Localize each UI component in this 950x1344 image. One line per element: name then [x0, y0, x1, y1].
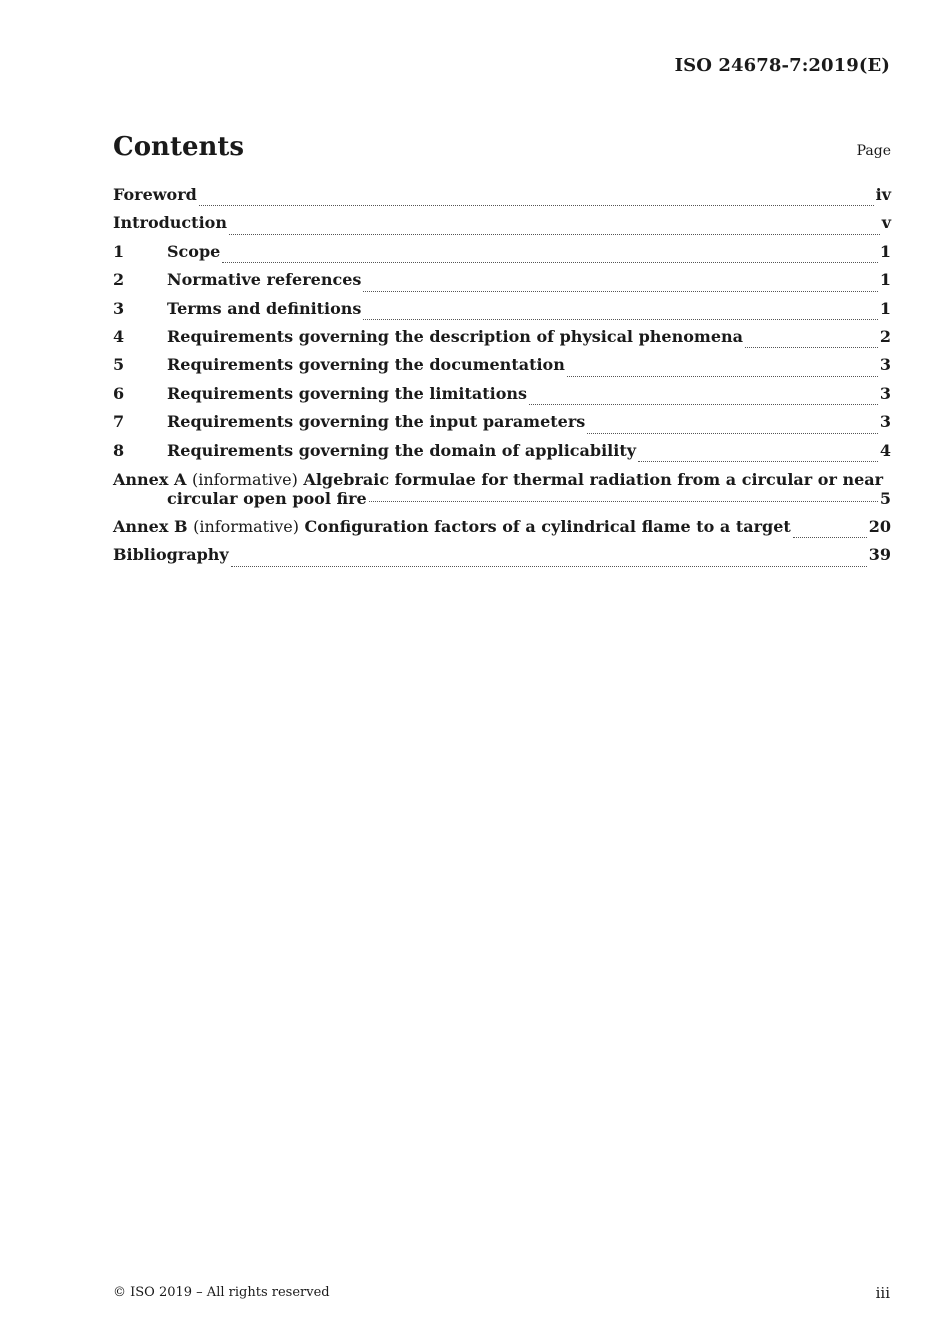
toc-entry-title: Requirements governing the limitations [167, 383, 528, 403]
page-column-label: Page [856, 143, 891, 159]
toc-entry-page: 4 [879, 440, 891, 460]
toc-entry-page: 3 [879, 383, 891, 403]
toc-entry-clause-7[interactable] [113, 412, 891, 440]
toc-entry-annex-a[interactable] [113, 470, 891, 508]
annex-qualifier: (informative) [193, 516, 299, 536]
toc-entry-title: Requirements governing the input parameters [167, 412, 586, 432]
toc-entry-page: v [881, 213, 891, 233]
toc-entry-title: Requirements governing the documentation [167, 355, 565, 375]
toc-entry-title: Foreword [113, 185, 197, 204]
document-id: ISO 24678-7:2019(E) [674, 55, 890, 76]
toc-entry-page: 5 [879, 488, 891, 508]
toc-entry-clause-1[interactable] [113, 242, 891, 270]
toc-entry-title: Requirements governing the domain of applicability [167, 440, 637, 460]
toc-entry-page: 39 [868, 545, 891, 565]
annex-label: Annex B [113, 516, 188, 536]
toc-entry-clause-4[interactable] [113, 327, 891, 355]
toc-entry-title: Requirements governing the description of physical phenomena [167, 326, 743, 346]
toc-entry-title: Algebraic formulae for thermal radiation from a circular or near [303, 469, 884, 489]
toc-entry-page: 3 [879, 412, 891, 432]
toc-entry-annex-b[interactable] [113, 517, 891, 545]
dot-leader [638, 457, 878, 462]
dot-leader [567, 372, 878, 377]
toc-entry-number: 1 [113, 241, 125, 261]
toc-entry-page: 1 [879, 298, 891, 318]
toc-entry-title: Configuration factors of a cylindrical flame to a target [304, 516, 791, 536]
dot-leader [222, 258, 878, 263]
toc-entry-number: 5 [113, 355, 125, 375]
toc-entry-page: 2 [879, 326, 891, 346]
contents-title: Contents [113, 132, 245, 162]
dot-leader [369, 497, 878, 502]
toc-entry-page: 1 [879, 270, 891, 290]
dot-leader [229, 230, 880, 235]
toc-entry-title: Introduction [113, 213, 227, 233]
toc-entry-clause-3[interactable] [113, 299, 891, 327]
toc-entry-number: 3 [113, 298, 125, 318]
toc-entry-number: 2 [113, 270, 125, 290]
copyright-notice: © ISO 2019 – All rights reserved [113, 1285, 330, 1300]
toc-entry-number: 6 [113, 383, 125, 403]
toc-entry-title: Bibliography [113, 545, 229, 565]
toc-entry-introduction[interactable] [113, 213, 891, 241]
toc-entry-clause-5[interactable] [113, 355, 891, 383]
toc-entry-title: Terms and definitions [167, 298, 362, 318]
dot-leader [363, 315, 877, 320]
toc-entry-foreword[interactable] [113, 185, 891, 213]
toc-entry-page: 20 [868, 516, 891, 536]
toc-entry-title: Normative references [167, 270, 362, 290]
toc-entry-number: 4 [113, 326, 125, 346]
toc-entry-page: iv [875, 185, 891, 204]
dot-leader [587, 429, 878, 434]
dot-leader [199, 201, 874, 206]
toc-entry-title-continued: circular open pool fire [167, 488, 367, 508]
toc-entry-clause-2[interactable] [113, 270, 891, 298]
page-number: iii [875, 1284, 890, 1302]
toc-entry-number: 8 [113, 440, 125, 460]
toc-entry-clause-6[interactable] [113, 384, 891, 412]
toc-entry-number: 7 [113, 412, 125, 432]
dot-leader [231, 562, 867, 567]
annex-label: Annex A [113, 469, 187, 489]
dot-leader [363, 287, 877, 292]
toc-entry-clause-8[interactable] [113, 441, 891, 469]
toc-entry-title: Scope [167, 241, 221, 261]
toc-entry-page: 1 [879, 241, 891, 261]
toc-entry-page: 3 [879, 355, 891, 375]
dot-leader [793, 533, 867, 538]
table-of-contents [113, 185, 891, 574]
contents-header [113, 132, 891, 162]
toc-entry-bibliography[interactable] [113, 545, 891, 573]
annex-qualifier: (informative) [191, 469, 298, 489]
dot-leader [745, 343, 878, 348]
dot-leader [529, 400, 878, 405]
